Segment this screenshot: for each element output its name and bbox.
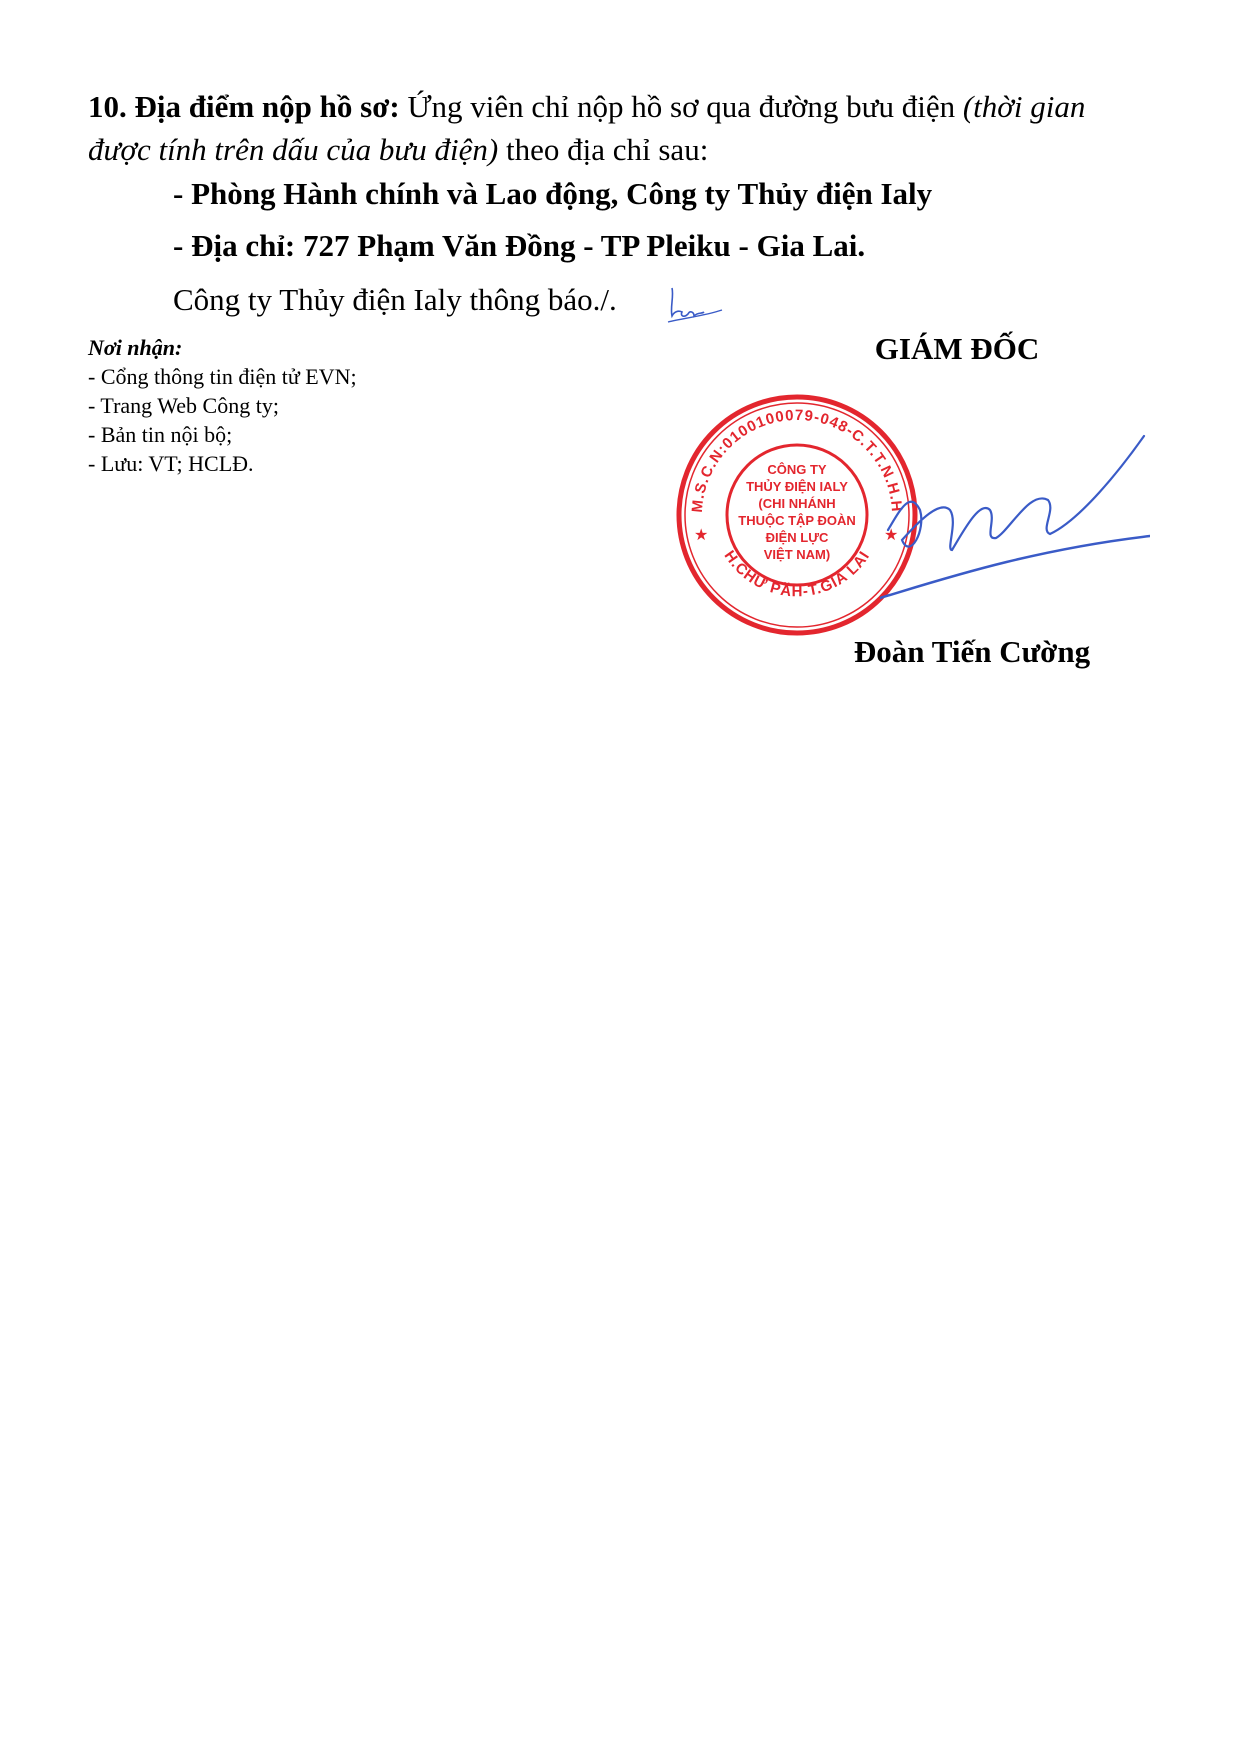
signature-icon — [880, 430, 1150, 620]
signer-name: Đoàn Tiến Cường — [853, 634, 1091, 669]
recipient-item: - Trang Web Công ty; — [88, 393, 279, 418]
section-10-note: (thời gian được tính trên dấu của bưu điện) — [88, 89, 1086, 167]
recipient-item: - Bản tin nội bộ; — [88, 422, 233, 447]
recipients-title: Nơi nhận: — [88, 335, 183, 360]
seal-center-line: THUỘC TẬP ĐOÀN — [738, 513, 856, 528]
seal-outer-text: M.S.C.N:0100100079-048-C.T.T.N.H.H — [688, 406, 906, 514]
seal-center-line: (CHI NHÁNH — [758, 496, 836, 511]
closing-line: Công ty Thủy điện Ialy thông báo./. — [173, 282, 617, 317]
section-10-paragraph — [88, 85, 1148, 171]
recipients-list — [88, 362, 357, 478]
seal-star-icon: ★ — [884, 525, 899, 544]
recipient-item: - Lưu: VT; HCLĐ. — [88, 451, 254, 476]
seal-center-line: ĐIỆN LỰC — [765, 530, 829, 545]
seal-star-icon: ★ — [694, 525, 709, 544]
section-10-text-a: Ứng viên chỉ nộp hồ sơ qua đường bưu điện — [399, 89, 963, 124]
recipients-block — [88, 333, 357, 478]
recipient-item: - Cổng thông tin điện tử EVN; — [88, 364, 357, 389]
section-10-text-b: theo địa chỉ sau: — [498, 132, 709, 167]
address-line: - Địa chỉ: 727 Phạm Văn Đồng - TP Pleiku - Gia Lai. — [173, 228, 866, 263]
seal-center-line: CÔNG TY — [767, 462, 827, 477]
seal-bottom-text: H.CHƯ PĂH-T.GIA LAI — [720, 547, 874, 601]
initial-mark-icon — [664, 282, 724, 330]
section-10-heading: 10. Địa điểm nộp hồ sơ: — [88, 89, 400, 124]
seal-center-line: VIỆT NAM) — [763, 547, 831, 562]
signer-title: GIÁM ĐỐC — [874, 331, 1040, 366]
department-line: - Phòng Hành chính và Lao động, Công ty Thủy điện Ialy — [173, 176, 933, 211]
seal-center-line: THỦY ĐIỆN IALY — [746, 479, 848, 494]
